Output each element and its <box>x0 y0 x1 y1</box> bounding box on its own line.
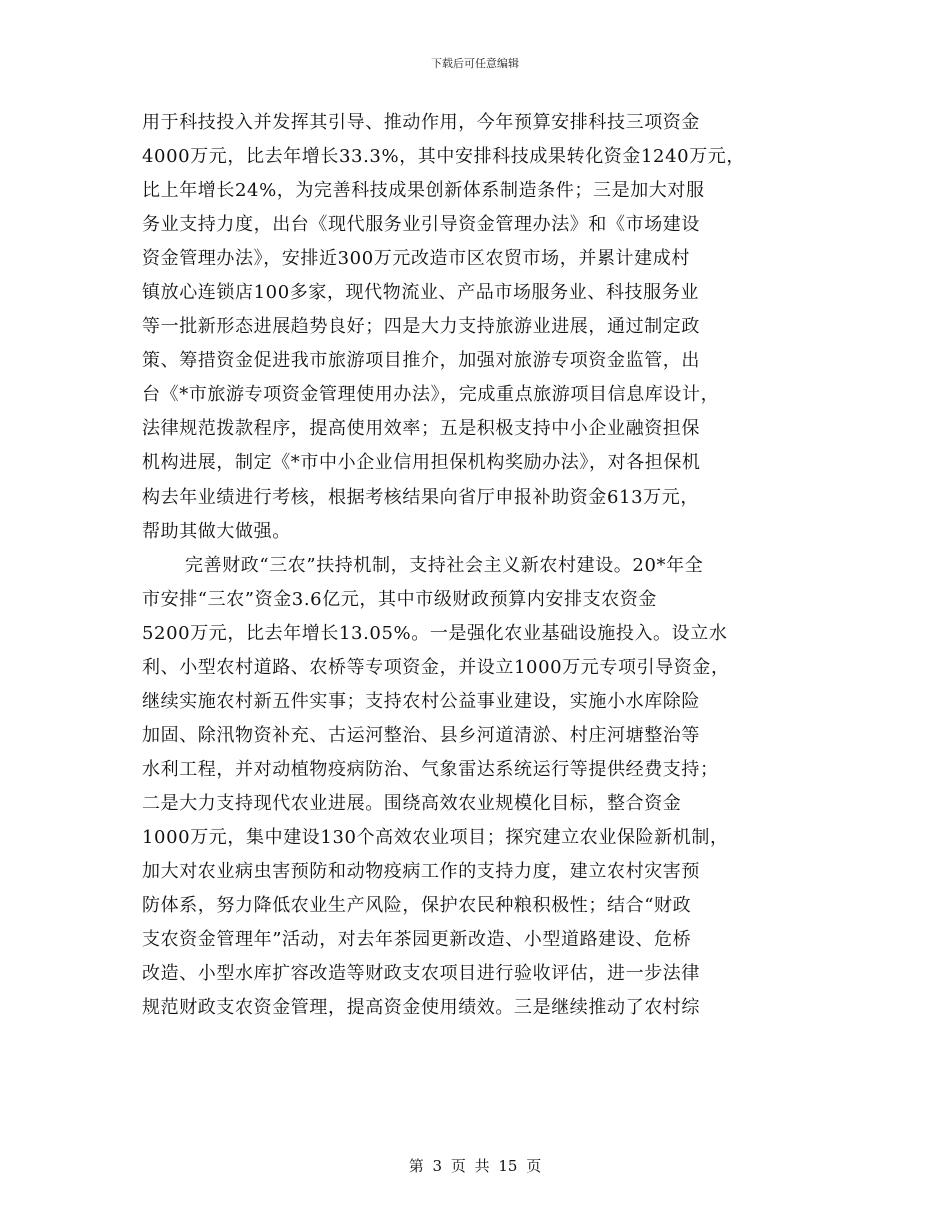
text-line: 构去年业绩进行考核，根据考核结果向省厅申报补助资金613万元， <box>142 486 699 508</box>
text-line: 镇放心连锁店100多家，现代物流业、产品市场服务业、科技服务业 <box>142 282 699 304</box>
text-line: 市安排“三农”资金3.6亿元，其中市级财政预算内安排支农资金 <box>142 588 658 610</box>
text-line: 4000万元，比去年增长33.3%，其中安排科技成果转化资金1240万元， <box>142 146 745 168</box>
text-line: 5200万元，比去年增长13.05%。一是强化农业基础设施投入。设立水 <box>142 622 728 644</box>
text-line: 等一批新形态进展趋势良好；四是大力支持旅游业进展，通过制定政 <box>142 316 700 338</box>
paragraph-first-line: 完善财政“三农”扶持机制，支持社会主义新农村建设。20*年全 <box>185 554 704 576</box>
text-line: 利、小型农村道路、农桥等专项资金，并设立1000万元专项引导资金， <box>142 656 730 678</box>
page-footer: 第 3 页 共 15 页 <box>408 1157 542 1175</box>
text-line: 规范财政支农资金管理，提高资金使用绩效。三是继续推动了农村综 <box>142 997 700 1019</box>
text-line: 比上年增长24%，为完善科技成果创新体系制造条件；三是加大对服 <box>142 180 705 202</box>
text-line: 支农资金管理年”活动，对去年茶园更新改造、小型道路建设、危桥 <box>142 929 692 951</box>
text-line: 策、筹措资金促进我市旅游项目推介，加强对旅游专项资金监管，出 <box>142 350 700 372</box>
text-line: 帮助其做大做强。 <box>142 520 291 542</box>
text-line: 台《*市旅游专项资金管理使用办法》，完成重点旅游项目信息库设计， <box>142 384 720 406</box>
text-line: 水利工程，并对动植物疫病防治、气象雷达系统运行等提供经费支持； <box>142 758 719 780</box>
text-line: 加大对农业病虫害预防和动物疫病工作的支持力度，建立农村灾害预 <box>142 861 700 883</box>
text-line: 防体系，努力降低农业生产风险，保护农民种粮积极性；结合“财政 <box>142 895 692 917</box>
page-header: 下载后可任意编辑 <box>431 57 519 70</box>
text-line: 务业支持力度，出台《现代服务业引导资金管理办法》和《市场建设 <box>142 214 700 236</box>
document-body <box>142 106 822 1025</box>
text-line: 资金管理办法》，安排近300万元改造市区农贸市场，并累计建成村 <box>142 248 690 270</box>
text-line: 改造、小型水库扩容改造等财政支农项目进行验收评估，进一步法律 <box>142 963 700 985</box>
text-line: 机构进展，制定《*市中小企业信用担保机构奖励办法》，对各担保机 <box>142 452 701 474</box>
text-line: 二是大力支持现代农业进展。围绕高效农业规模化目标，整合资金 <box>142 792 682 814</box>
text-line: 加固、除汛物资补充、古运河整治、县乡河道清淤、村庄河塘整治等 <box>142 724 700 746</box>
text-line: 法律规范拨款程序，提高使用效率；五是积极支持中小企业融资担保 <box>142 418 700 440</box>
text-line: 用于科技投入并发挥其引导、推动作用，今年预算安排科技三项资金 <box>142 112 700 133</box>
text-line: 继续实施农村新五件实事；支持农村公益事业建设，实施小水库除险 <box>142 690 700 712</box>
text-line: 1000万元，集中建设130个高效农业项目；探究建立农业保险新机制， <box>142 826 729 848</box>
